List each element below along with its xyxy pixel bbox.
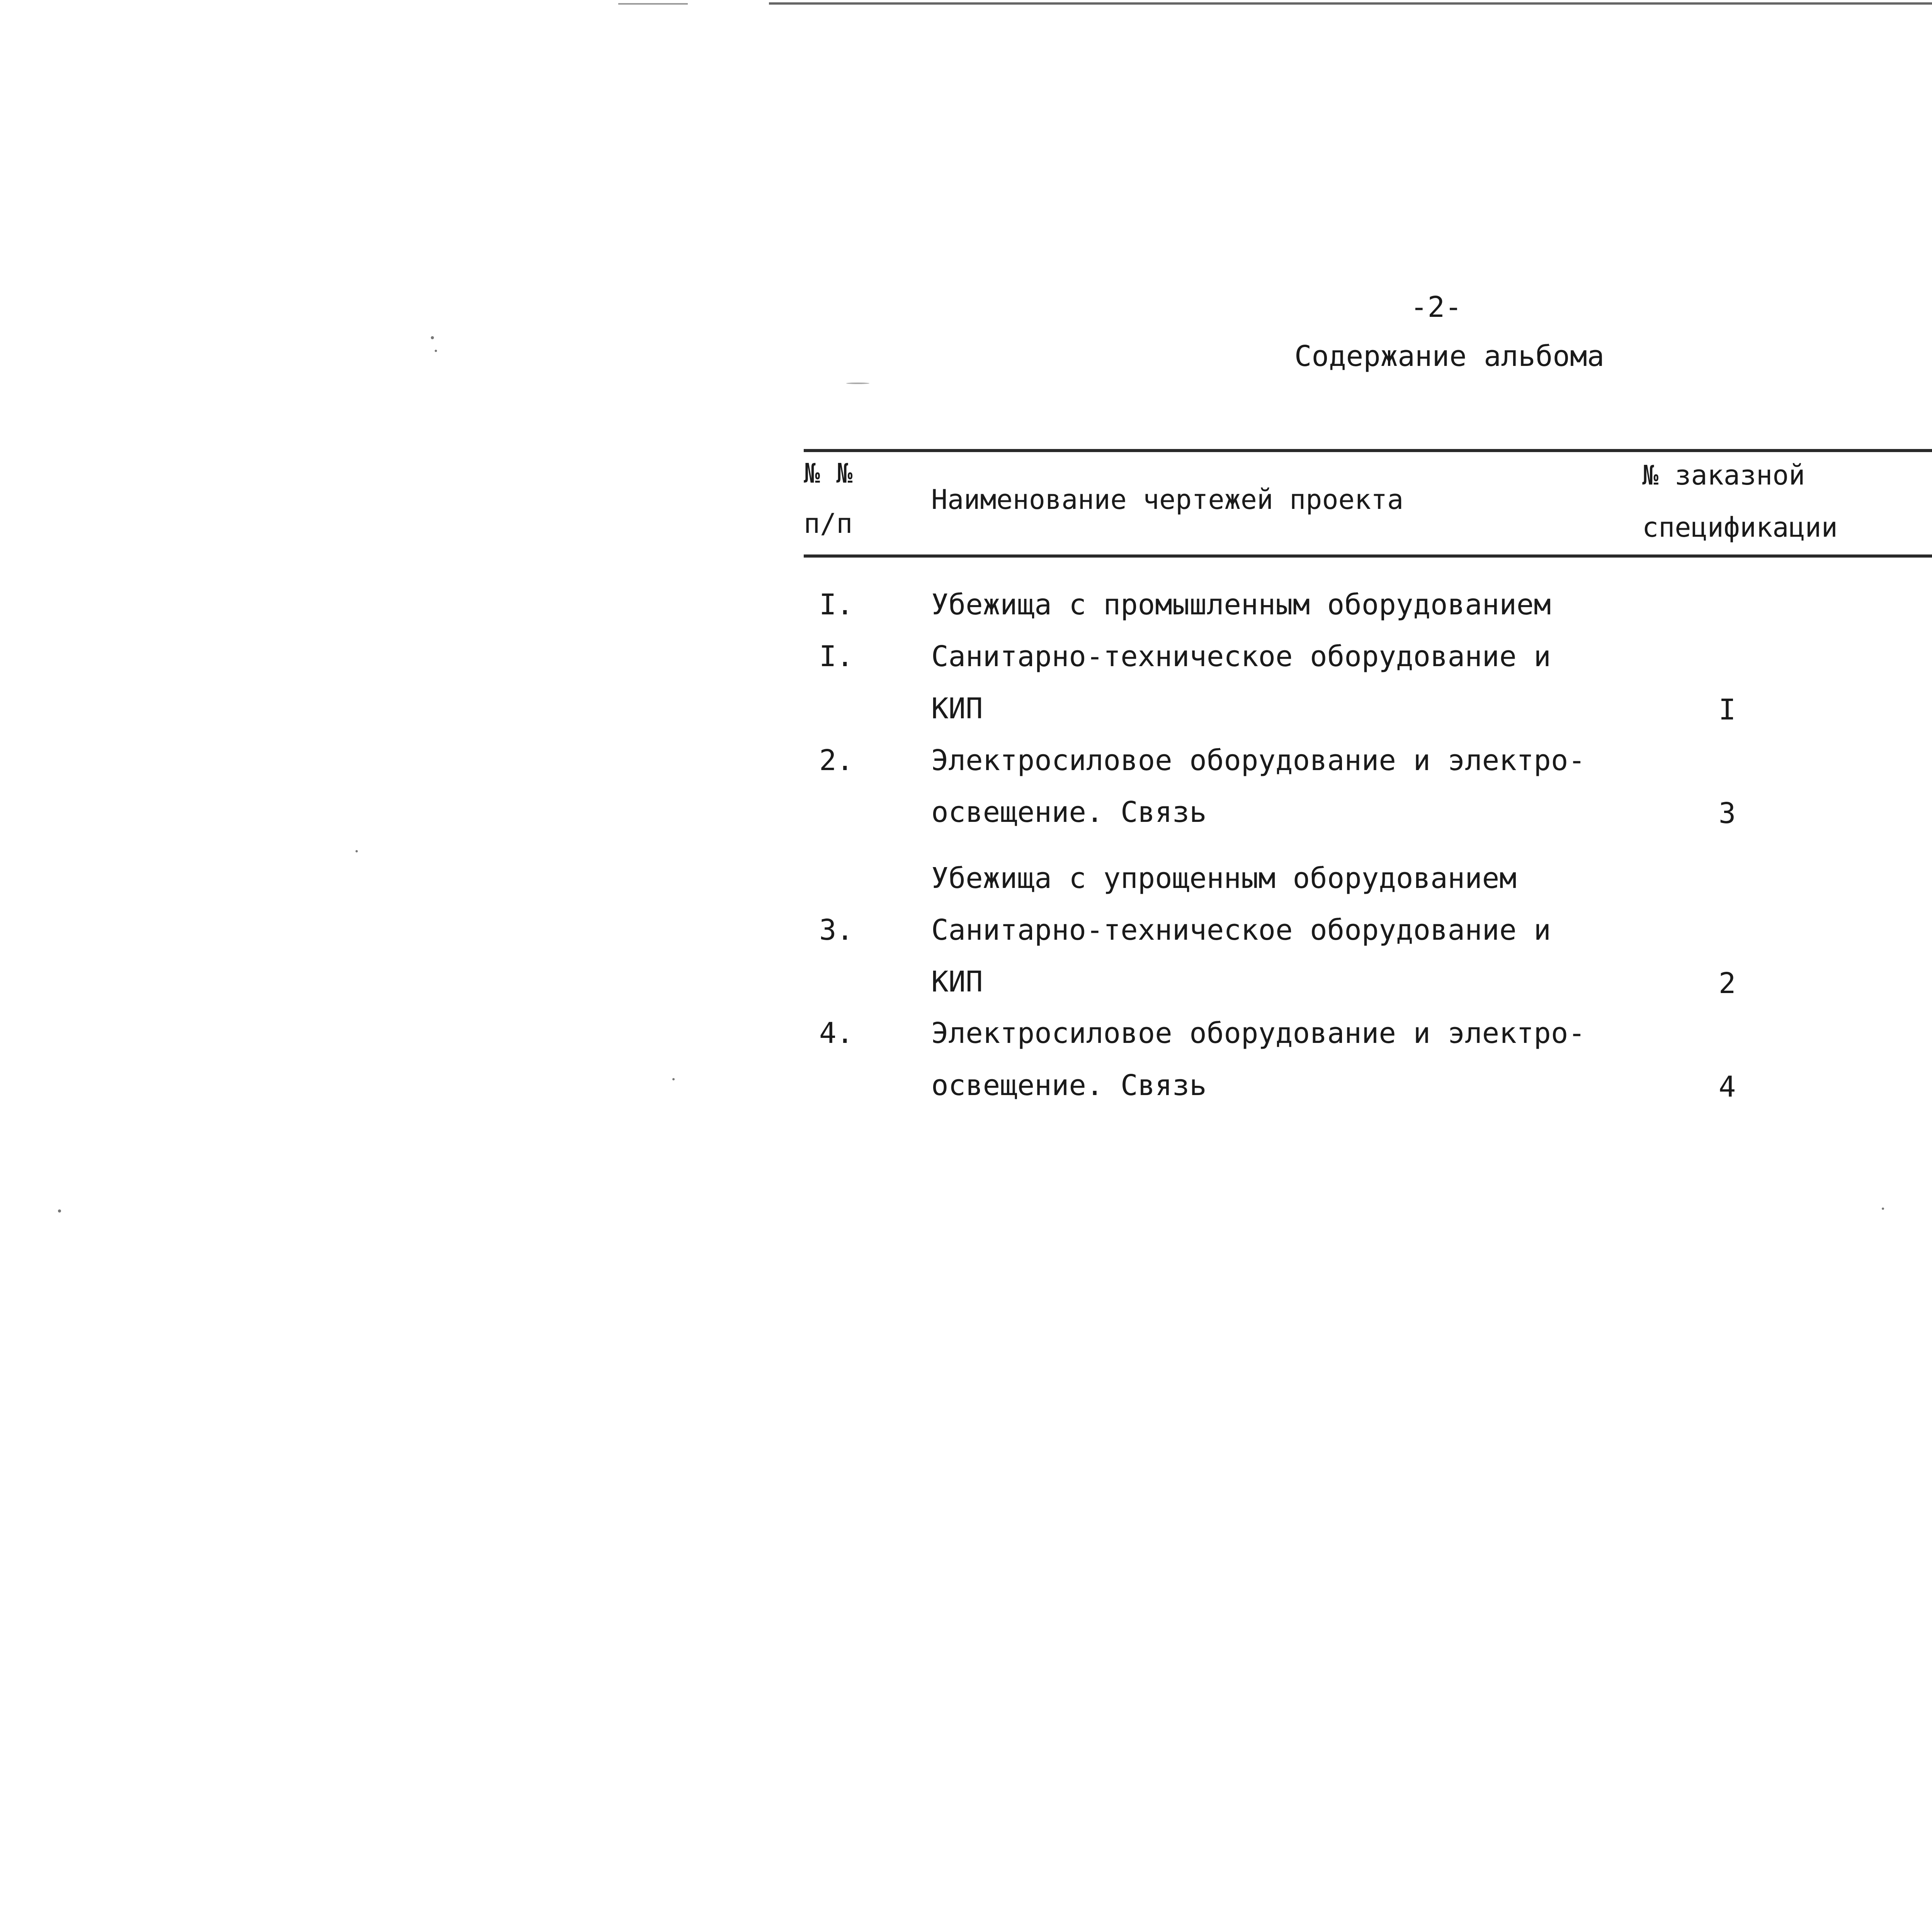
header-num-line1: № № <box>804 457 853 489</box>
row-name: КИП <box>931 965 983 998</box>
row-spec: 3 <box>1718 797 1736 830</box>
row-num: 2. <box>819 744 854 777</box>
row-num: 4. <box>819 1017 854 1050</box>
page-title: Содержание альбома <box>1294 340 1604 373</box>
scan-speck <box>355 850 358 852</box>
header-name: Наименование чертежей проекта <box>931 484 1404 515</box>
row-name: Электросиловое оборудование и электро- <box>931 1017 1585 1050</box>
row-num: 3. <box>819 913 854 947</box>
row-spec: 4 <box>1718 1070 1736 1104</box>
row-name: Электросиловое оборудование и электро- <box>931 744 1585 777</box>
scan-speck <box>1882 1208 1884 1210</box>
row-name: Убежища с упрощенным оборудованием <box>931 862 1517 895</box>
scan-speck <box>58 1209 61 1213</box>
scan-edge-line-top <box>769 2 1932 5</box>
scan-speck <box>431 336 434 339</box>
row-name: освещение. Связь <box>931 796 1207 829</box>
row-num: I. <box>819 640 854 673</box>
row-num: I. <box>819 588 854 621</box>
row-name: Санитарно-техническое оборудование и <box>931 640 1551 673</box>
row-name: Убежища с промышленным оборудованием <box>931 588 1551 621</box>
row-name: освещение. Связь <box>931 1069 1207 1102</box>
scan-speck <box>435 350 437 352</box>
header-num-line2: п/п <box>804 508 853 539</box>
table-top-rule <box>804 449 1932 452</box>
scan-edge-line-top-left <box>618 3 688 5</box>
header-spec-line1: № заказной <box>1642 459 1805 491</box>
table-header-rule <box>804 554 1932 558</box>
page-number: -2- <box>1410 291 1462 324</box>
row-spec: 2 <box>1718 967 1736 1000</box>
scan-speck <box>672 1078 675 1080</box>
row-name: КИП <box>931 692 983 725</box>
scan-speck <box>846 383 869 384</box>
row-spec: I <box>1718 693 1736 726</box>
header-spec-line2: спецификации <box>1642 512 1838 543</box>
row-name: Санитарно-техническое оборудование и <box>931 913 1551 947</box>
